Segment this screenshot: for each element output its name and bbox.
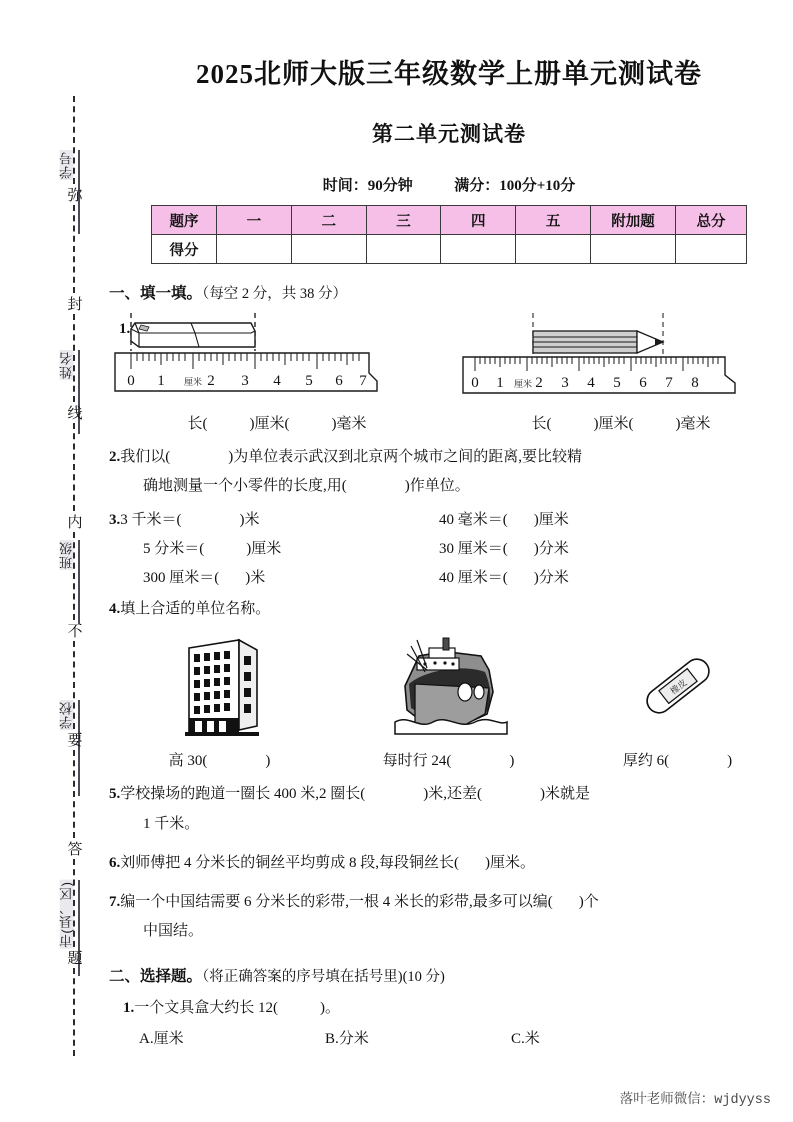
seal-label-district: 市(县、区) xyxy=(59,881,75,948)
svg-text:7: 7 xyxy=(359,373,367,389)
question-1-number: 1. xyxy=(119,321,131,337)
q3-2-right-before: 40 厘米＝( xyxy=(439,570,508,586)
q4-building-after: ) xyxy=(265,753,271,770)
question-4-text: 填上合适的单位名称。 xyxy=(120,601,271,618)
question-4-item-eraser xyxy=(563,627,792,770)
q3-row2-right xyxy=(439,564,569,593)
question-4-item-building xyxy=(105,627,334,770)
svg-text:2: 2 xyxy=(207,373,215,389)
unit-subtitle: 第二单元测试卷 xyxy=(372,122,526,146)
question-5 xyxy=(109,780,793,839)
question-2-line1-b: )为单位表示武汉到北京两个城市之间的距离,要比较精 xyxy=(228,449,582,465)
score-col-4: 四 xyxy=(441,206,516,235)
section-2-title: 二、选择题。 xyxy=(109,967,203,985)
section-2-question-1-options xyxy=(139,1027,793,1048)
q4-ship-before: 每时行 24( xyxy=(382,753,452,770)
svg-text:厘米: 厘米 xyxy=(513,379,533,389)
ruler-figure-eraser xyxy=(105,311,449,403)
sealing-sidebar xyxy=(0,0,105,1122)
svg-text:4: 4 xyxy=(587,375,595,391)
footer-watermark xyxy=(620,1087,771,1108)
svg-text:0: 0 xyxy=(127,373,135,389)
seal-vertical-char-0: 弥 xyxy=(65,187,83,202)
q1-left-label-b: )厘米( xyxy=(249,416,290,432)
pencil-ruler-svg xyxy=(449,311,759,403)
q1-right-label-c: )毫米 xyxy=(675,416,711,432)
q4-ship-after: ) xyxy=(509,753,515,770)
dash-segment xyxy=(73,750,75,838)
question-5-line1-b: )米,还差( xyxy=(423,786,482,803)
question-6-text-b: )厘米。 xyxy=(485,854,535,871)
question-4-caption-building xyxy=(105,749,334,770)
s2-question-1-number: 1. xyxy=(123,999,135,1016)
dash-segment xyxy=(73,968,75,1056)
q3-row2-left xyxy=(143,564,439,593)
page-title: 2025北师大版三年级数学上册单元测试卷 xyxy=(196,59,702,89)
section-1-heading xyxy=(109,281,793,303)
q3-1-right-before: 30 厘米＝( xyxy=(439,540,508,557)
question-3 xyxy=(109,506,793,594)
exam-meta xyxy=(105,174,793,195)
question-3-row-0 xyxy=(109,506,793,535)
q4-building-before: 高 30( xyxy=(168,753,208,770)
s2-question-1-text-a: 一个文具盒大约长 12( xyxy=(134,999,278,1016)
option-a[interactable]: A.厘米 xyxy=(139,1031,184,1047)
question-4-number: 4. xyxy=(109,601,121,618)
seal-dashed-line xyxy=(63,96,85,1056)
q3-row1-left xyxy=(143,535,439,564)
question-7 xyxy=(109,888,793,947)
score-value-4[interactable] xyxy=(441,235,516,264)
ruler-figure-pencil xyxy=(449,311,793,403)
svg-text:8: 8 xyxy=(691,375,699,391)
question-2-line2-a: 确地测量一个小零件的长度,用( xyxy=(143,478,347,495)
footer-wechat-id: wjdyyss xyxy=(714,1093,771,1108)
score-table xyxy=(151,205,747,264)
score-col-2: 二 xyxy=(291,206,366,235)
q1-right-label-b: )厘米( xyxy=(593,416,634,432)
exam-duration: 时间：90分钟 xyxy=(322,178,413,194)
q3-row0-left xyxy=(109,506,439,535)
eraser-icon xyxy=(630,630,726,742)
question-6-text-a: 刘师傅把 4 分米长的铜丝平均剪成 8 段,每段铜丝长( xyxy=(120,854,459,871)
section-1-title: 一、填一填。 xyxy=(109,285,203,302)
dash-segment xyxy=(73,205,75,293)
seal-label-name: 姓名 xyxy=(59,351,75,379)
q1-right-label-a: 长( xyxy=(531,416,552,432)
question-2-line1-a: 我们以( xyxy=(120,449,171,465)
question-4-caption-eraser xyxy=(563,749,792,770)
question-1-figures xyxy=(105,311,793,433)
q1-left-label-c: )毫米 xyxy=(331,416,367,432)
question-5-line1-c: )米就是 xyxy=(540,786,590,803)
q3-2-left-after: )米 xyxy=(245,570,266,586)
ship-icon xyxy=(385,630,513,742)
q3-2-left-before: 300 厘米＝( xyxy=(143,570,220,586)
q1-left-label-a: 长( xyxy=(187,416,208,432)
building-picture xyxy=(105,627,334,742)
svg-text:5: 5 xyxy=(305,373,313,389)
question-1-left-answer xyxy=(105,412,449,433)
section-2-heading xyxy=(109,964,793,986)
question-5-number: 5. xyxy=(109,786,121,803)
svg-text:0: 0 xyxy=(471,375,479,391)
section-2-note: （将正确答案的序号填在括号里)(10 分) xyxy=(202,968,445,985)
dash-segment xyxy=(73,859,75,947)
seal-vertical-char-5: 要 xyxy=(65,732,83,747)
svg-text:4: 4 xyxy=(273,373,281,389)
question-2-line2 xyxy=(143,472,793,501)
score-col-extra: 附加题 xyxy=(591,206,676,235)
svg-text:7: 7 xyxy=(665,375,673,391)
score-table-value-row xyxy=(152,235,747,264)
section-2-question-1 xyxy=(123,996,793,1022)
score-value-2[interactable] xyxy=(291,235,366,264)
question-7-line1-a: 编一个中国结需要 6 分米长的彩带,一根 4 米长的彩带,最多可以编( xyxy=(120,894,553,910)
q4-eraser-before: 厚约 6( xyxy=(622,753,670,770)
seal-vertical-char-2: 线 xyxy=(65,405,83,420)
exam-sheet xyxy=(105,0,793,1122)
q3-row0-right xyxy=(439,506,569,535)
score-value-extra[interactable] xyxy=(591,235,676,264)
eraser-ruler-svg xyxy=(105,311,405,403)
q3-1-left-before: 5 分米＝( xyxy=(143,540,205,557)
q3-2-right-after: )分米 xyxy=(533,570,569,586)
q4-eraser-after: ) xyxy=(727,753,733,770)
q3-1-right-after: )分米 xyxy=(533,540,569,557)
score-table-row-label-1: 得分 xyxy=(152,235,217,264)
seal-label-student-id: 学号 xyxy=(59,151,75,179)
score-col-5: 五 xyxy=(516,206,591,235)
question-7-number: 7. xyxy=(109,894,121,910)
question-5-line1-a: 学校操场的跑道一圈长 400 米,2 圈长( xyxy=(120,786,366,803)
seal-vertical-char-6: 答 xyxy=(65,841,83,856)
question-3-number: 3. xyxy=(109,511,121,528)
question-4-caption-ship xyxy=(334,749,563,770)
score-table-header-row xyxy=(152,206,747,235)
score-value-3[interactable] xyxy=(366,235,441,264)
seal-vertical-char-3: 内 xyxy=(65,514,83,529)
seal-label-school: 学校 xyxy=(59,701,75,729)
exam-total-score: 满分：100分+10分 xyxy=(454,178,576,194)
question-1-right xyxy=(449,311,793,433)
seal-vertical-char-7: 题 xyxy=(65,950,83,965)
seal-vertical-char-4: 不 xyxy=(65,623,83,638)
section-1-note: （每空 2 分，共 38 分） xyxy=(202,286,348,302)
option-c[interactable]: C.米 xyxy=(511,1031,540,1047)
question-2-number: 2. xyxy=(109,449,121,465)
q3-1-left-after: )厘米 xyxy=(246,540,282,557)
score-value-total[interactable] xyxy=(676,235,747,264)
seal-label-class: 班级 xyxy=(59,541,75,569)
question-5-line2: 1 千米。 xyxy=(143,815,200,832)
svg-text:橡皮: 橡皮 xyxy=(667,677,689,697)
dash-segment xyxy=(73,314,75,402)
question-1-left xyxy=(105,311,449,433)
question-3-row-2 xyxy=(143,564,793,593)
question-6-number: 6. xyxy=(109,854,121,871)
ship-picture xyxy=(334,627,563,742)
s2-question-1-text-b: )。 xyxy=(320,999,340,1016)
question-2 xyxy=(109,443,793,502)
svg-text:1: 1 xyxy=(496,375,504,391)
question-4-item-ship xyxy=(334,627,563,770)
question-2-line2-b: )作单位。 xyxy=(404,478,470,495)
svg-text:1: 1 xyxy=(157,373,165,389)
score-col-1: 一 xyxy=(217,206,292,235)
dash-segment xyxy=(73,532,75,620)
footer-text: 落叶老师微信： xyxy=(619,1091,715,1106)
score-col-total: 总分 xyxy=(676,206,747,235)
svg-text:6: 6 xyxy=(335,373,343,389)
q3-0-right-after: )厘米 xyxy=(533,511,569,528)
question-1-right-answer xyxy=(449,412,793,433)
dash-segment xyxy=(73,641,75,729)
q3-0-right-before: 40 毫米＝( xyxy=(439,511,508,528)
score-col-3: 三 xyxy=(366,206,441,235)
q3-0-left-after: )米 xyxy=(239,511,260,528)
seal-vertical-char-1: 封 xyxy=(65,296,83,311)
question-4-prompt xyxy=(109,597,793,621)
svg-text:6: 6 xyxy=(639,375,647,391)
svg-text:3: 3 xyxy=(561,375,569,391)
score-value-1[interactable] xyxy=(217,235,292,264)
score-value-5[interactable] xyxy=(516,235,591,264)
dash-segment xyxy=(73,423,75,511)
question-3-row-1 xyxy=(143,535,793,564)
question-6 xyxy=(109,849,793,878)
svg-text:厘米: 厘米 xyxy=(183,377,203,387)
q3-0-left-before: 3 千米＝( xyxy=(120,511,182,528)
eraser-picture xyxy=(563,627,792,742)
svg-text:5: 5 xyxy=(613,375,621,391)
svg-text:2: 2 xyxy=(535,375,543,391)
q3-row1-right xyxy=(439,535,569,564)
svg-text:3: 3 xyxy=(241,373,249,389)
question-7-line1-b: )个 xyxy=(578,894,599,910)
dash-segment xyxy=(73,96,75,184)
question-4-pictures xyxy=(105,627,793,770)
score-table-row-label-0: 题序 xyxy=(152,206,217,235)
building-icon xyxy=(161,630,279,742)
option-b[interactable]: B.分米 xyxy=(325,1031,369,1047)
question-7-line2: 中国结。 xyxy=(143,923,204,940)
